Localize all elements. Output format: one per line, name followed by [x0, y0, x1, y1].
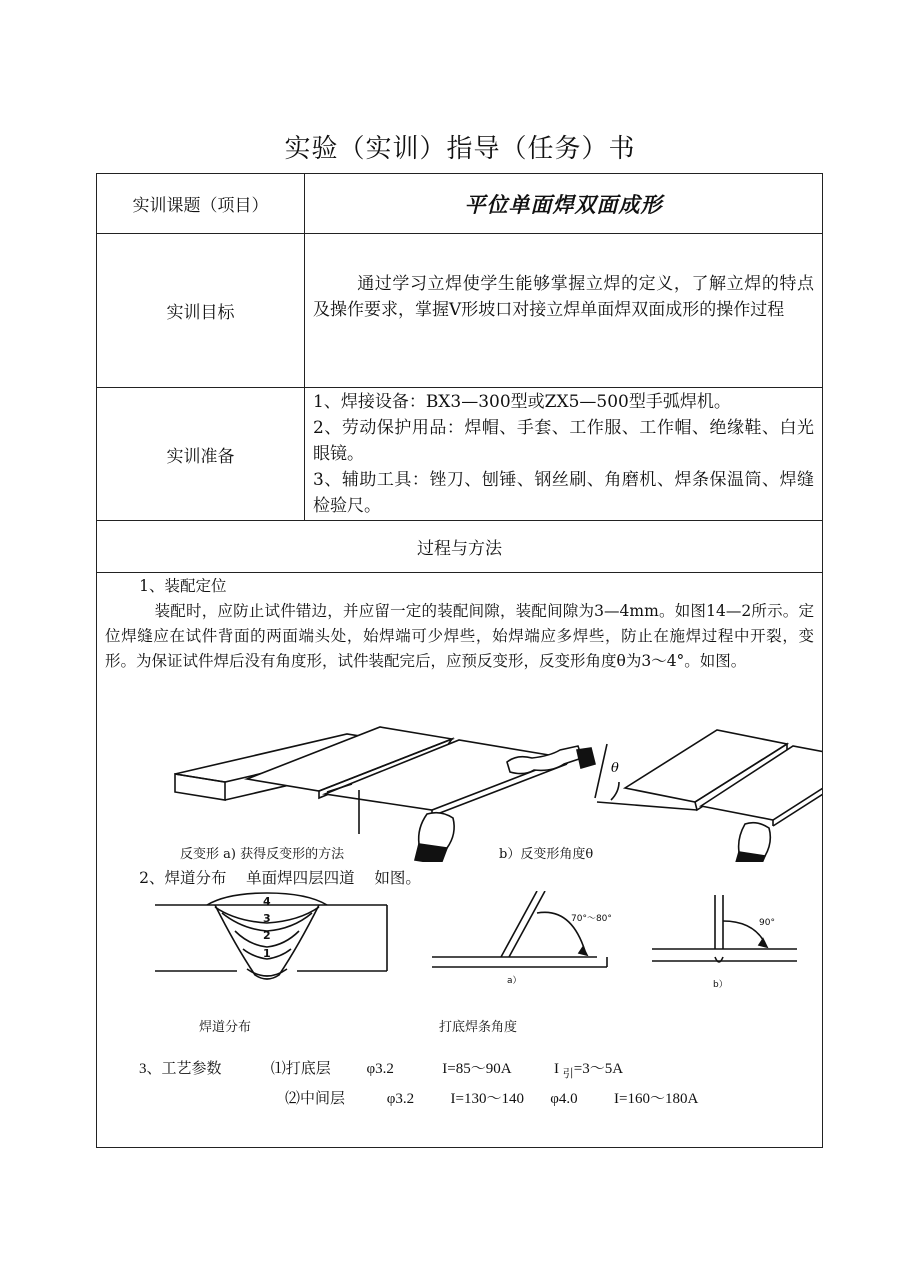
figure-reverse-deformation [97, 674, 822, 862]
prep-item: 3、辅助工具：锉刀、刨锤、钢丝刷、角磨机、焊条保温筒、焊缝检验尺。 [313, 470, 814, 516]
root-rod: φ3.2 [366, 1061, 394, 1077]
fig2-sub-a: a） [507, 976, 522, 986]
step3-line2 [105, 1087, 814, 1112]
section-header: 过程与方法 [97, 521, 823, 573]
middle-rod-2: φ4.0 [550, 1091, 578, 1107]
fig2-caption-left: 焊道分布 [199, 1020, 252, 1035]
layer-label: 1 [263, 947, 271, 960]
goal-label: 实训目标 [97, 234, 305, 388]
middle-current-1: I=130～140 [450, 1091, 524, 1107]
fig2-caption-right: 打底焊条角度 [439, 1020, 518, 1035]
subject-value: 平位单面焊双面成形 [305, 174, 823, 234]
step3-label: 3、工艺参数 [139, 1061, 222, 1077]
figure-weld-passes [97, 891, 822, 1057]
middle-rod-1: φ3.2 [386, 1091, 415, 1107]
subject-label: 实训课题（项目） [97, 174, 305, 234]
task-table [96, 173, 823, 1148]
process-cell [97, 573, 823, 1148]
theta-label: θ [611, 761, 619, 776]
middle-layer: ⑵中间层 [285, 1091, 346, 1107]
layer-label: 3 [263, 912, 271, 925]
document-title: 实验（实训）指导（任务）书 [284, 134, 636, 164]
layer-label: 4 [263, 895, 271, 908]
prep-item: 1、焊接设备：BX3—300型或ZX5—500型手弧焊机。 [313, 392, 731, 412]
step2-title: 2、焊道分布 单面焊四层四道 如图。 [139, 869, 421, 887]
prep-cell [305, 388, 823, 521]
angle-label-b: 90° [759, 918, 775, 928]
prep-label: 实训准备 [97, 388, 305, 521]
angle-label-a: 70°～80° [571, 914, 612, 924]
goal-text: 通过学习立焊使学生能够掌握立焊的定义，了解立焊的特点及操作要求，掌握V形坡口对接立焊单面焊双面成形的操作过程 [313, 273, 814, 320]
fig1-caption-b: b）反变形角度θ [499, 847, 594, 862]
reverse-deformation-diagram [97, 674, 822, 862]
fig2-sub-b: b） [713, 980, 728, 990]
step3-line1 [105, 1057, 814, 1087]
step1-text: 装配时，应防止试件错边，并应留一定的装配间隙，装配间隙为3—4mm。如图14—2所示。定位焊缝应在试件背面的两面端头处，始焊端可少焊些，始焊端应多焊些，防止在施焊过程中开裂，变形。为保证试件焊后没有角度形，试件装配完后，应预反变形，反变形角度θ为3～4°。如图。 [105, 602, 814, 670]
fig1-caption-a: 反变形 a) 获得反变形的方法 [180, 847, 345, 862]
prep-item: 2、劳动保护用品：焊帽、手套、工作服、工作帽、绝缘鞋、白光眼镜。 [313, 418, 814, 464]
root-current: I=85～90A [442, 1061, 512, 1077]
root-arc: I $_引$=3～5A [554, 1061, 624, 1080]
layer-label: 2 [263, 929, 271, 942]
root-layer: ⑴打底层 [270, 1061, 331, 1077]
goal-cell [305, 234, 823, 388]
middle-current-2: I=160～180A [614, 1091, 699, 1107]
step1-title: 1、装配定位 [139, 577, 227, 595]
